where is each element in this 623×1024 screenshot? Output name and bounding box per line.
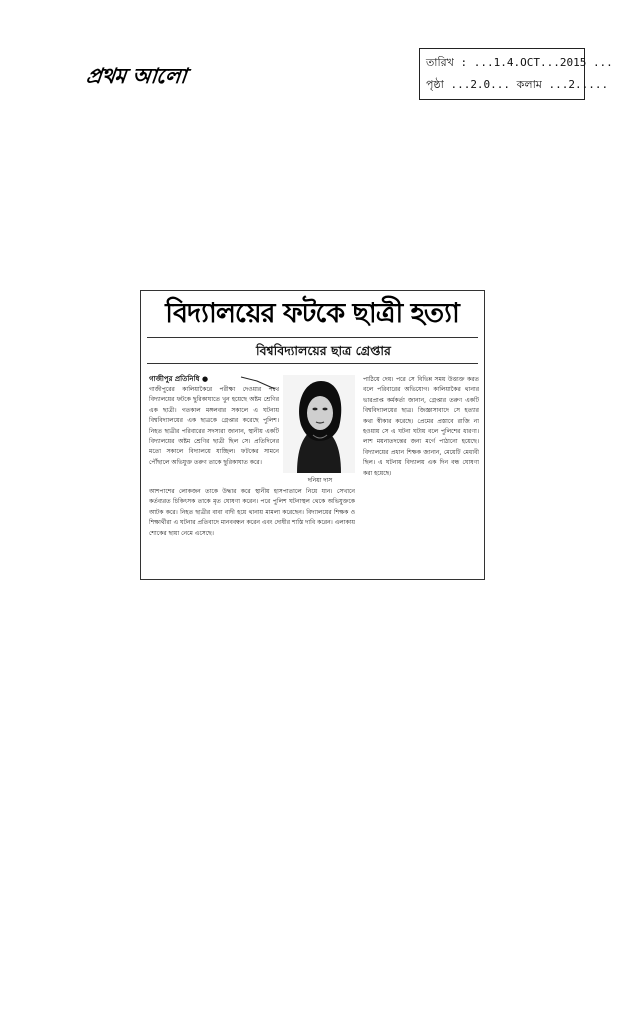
stamp-date-line: তারিখ : ...1.4.OCT...2015 ... (426, 56, 613, 69)
article-column-1: গাজীপুরের কালিয়াকৈরে পরীক্ষা দেওয়ার পথে বিদ্যালয়ের ফটকে ছুরিকাঘাতে খুন হয়েছে অষ্টম শ্রেণির এক ছাত্রী। গতকাল মঙ্গলবার সকালে এ ঘটনায় বিশ্ববিদ্যালয়ের এক ছাত্রকে গ্রেপ্তার করেছে পুলিশ। নিহত ছাত্রীর পরিবারের সদস্যরা জানান, স্থানীয় একটি বিদ্যালয়ের অষ্টম শ্রেণির ছাত্রী ছিল সে। প্রতিদিনের মতো সকালে বিদ্যালয়ে যাচ্ছিল। ফটকের সামনে পৌঁছালে অভিযুক্ত তরুণ তাকে ছুরিকাঘাত করে। (149, 386, 279, 466)
subhead-rule (147, 363, 478, 364)
pen-mark-icon (239, 373, 279, 393)
article-clipping (140, 290, 485, 580)
article-column-2: আশপাশের লোকজন তাকে উদ্ধার করে স্থানীয় হাসপাতালে নিয়ে যান। সেখানে কর্তব্যরত চিকিৎসক তাকে মৃত ঘোষণা করেন। পরে পুলিশ ঘটনাস্থল থেকে অভিযুক্তকে আটক করে। নিহত ছাত্রীর বাবা বাদী হয়ে থানায় মামলা করেছেন। বিদ্যালয়ের শিক্ষক ও শিক্ষার্থীরা এ ঘটনার প্রতিবাদে মানববন্ধন করেন এবং দোষীর শাস্তি দাবি করেন। এলাকায় শোকের ছায়া নেমে এসেছে। (149, 488, 355, 537)
article-subheadline: বিশ্ববিদ্যালয়ের ছাত্র গ্রেপ্তার (256, 343, 391, 358)
article-headline: বিদ্যালয়ের ফটকে ছাত্রী হত্যা (165, 298, 459, 329)
article-column-3: পাঠিয়ে দেয়। পরে সে বিভিন্ন সময় উত্ত্যক্ত করত বলে পরিবারের অভিযোগ। কালিয়াকৈর থানার ভারপ্রাপ্ত কর্মকর্তা জানান, গ্রেপ্তার তরুণ একটি বিশ্ববিদ্যালয়ের ছাত্র। জিজ্ঞাসাবাদে সে হত্যার কথা স্বীকার করেছে। প্রেমের প্রস্তাবে রাজি না হওয়ায় সে এ ঘটনা ঘটায় বলে পুলিশের ধারণা। লাশ ময়নাতদন্তের জন্য মর্গে পাঠানো হয়েছে। বিদ্যালয়ের প্রধান শিক্ষক জানান, মেয়েটি মেধাবী ছিল। এ ঘটনায় বিদ্যালয় এক দিন বন্ধ ঘোষণা করা হয়েছে। (363, 376, 479, 477)
headline-rule (147, 337, 478, 338)
article-photo (283, 375, 355, 473)
newspaper-masthead: প্রথম আলো (84, 64, 188, 88)
photo-caption: দনিয়া দাস (307, 477, 333, 484)
stamp-page-line: পৃষ্ঠা ...2.0... কলাম ...2..... (426, 78, 609, 91)
article-dateline: গাজীপুর প্রতিনিধি ● (149, 375, 209, 383)
portrait-photo (283, 375, 355, 473)
clipping-stamp (419, 48, 613, 100)
